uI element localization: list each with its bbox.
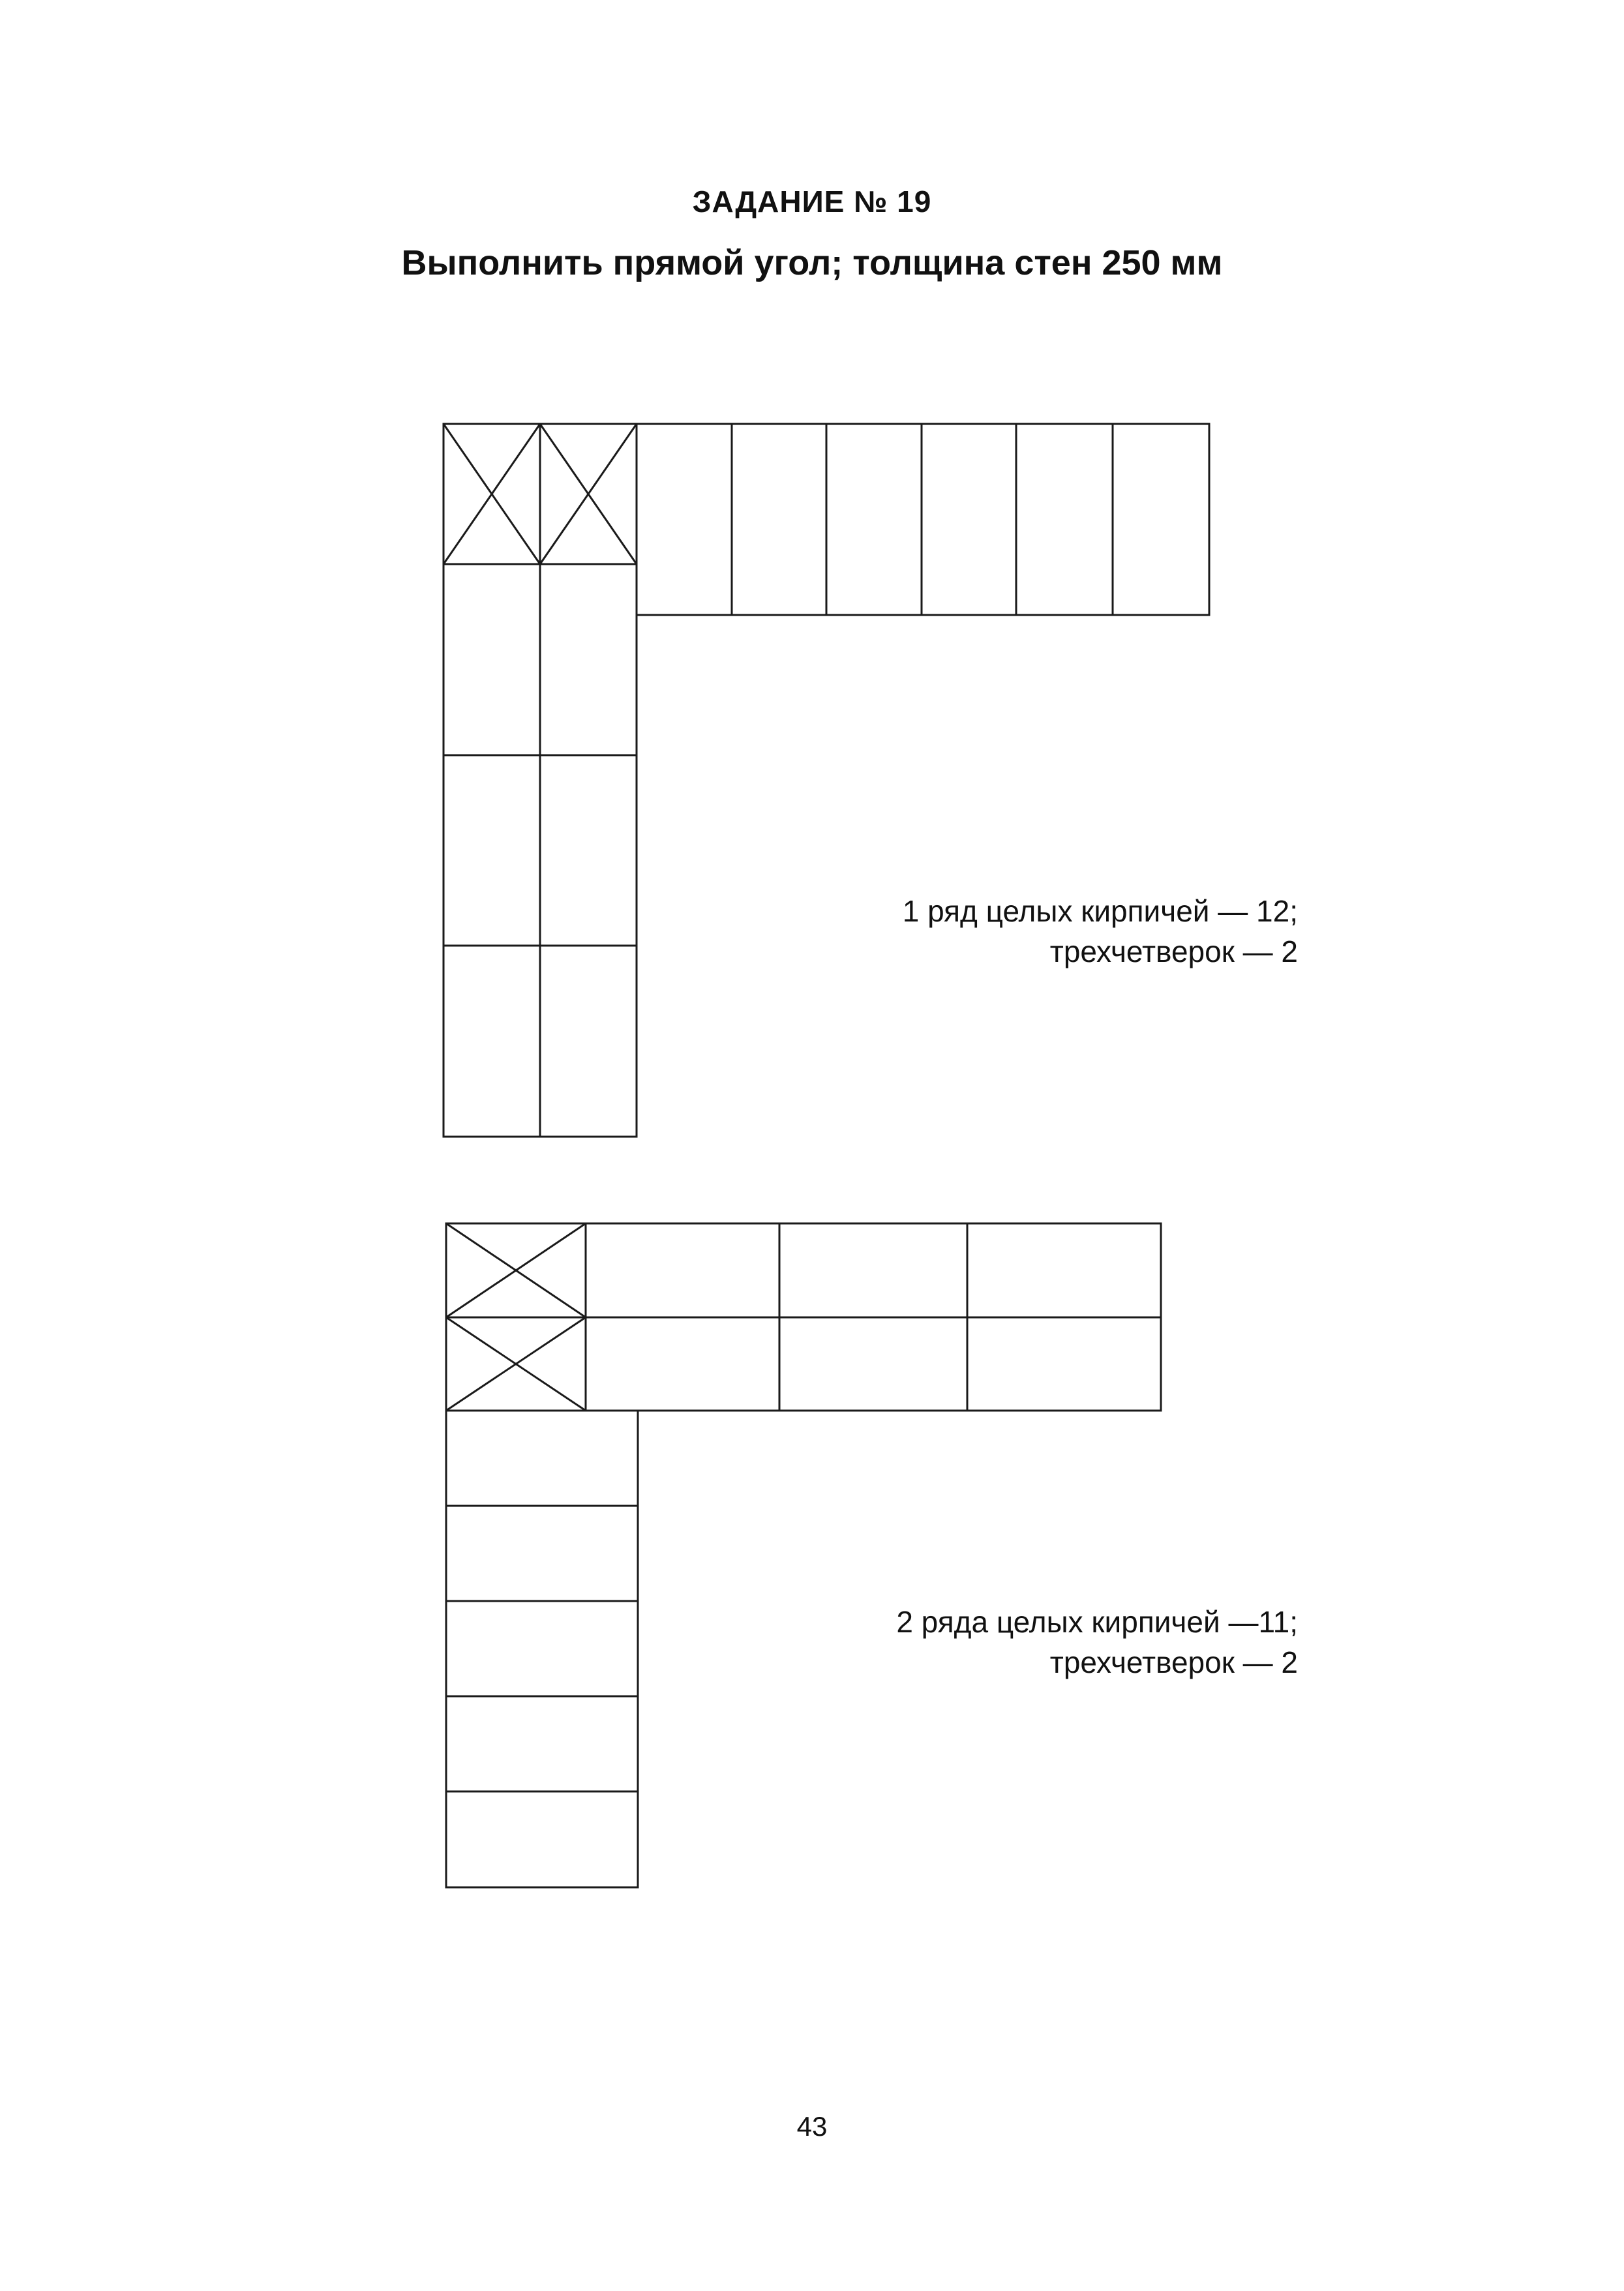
row2-brick	[779, 1317, 967, 1411]
row2-brick	[967, 1317, 1161, 1411]
row1-three-quarter-brick	[444, 424, 540, 564]
row2-brick	[446, 1601, 638, 1696]
row2-caption	[896, 1602, 1298, 1683]
row2-brick	[446, 1696, 638, 1791]
row2-brick	[586, 1223, 779, 1317]
row1-caption	[903, 891, 1298, 972]
row2-caption-three-quarters: трехчетверок — 2	[1049, 1645, 1298, 1679]
row1-brick	[1016, 424, 1113, 615]
task-title: Выполнить прямой угол; толщина стен 250 мм	[401, 243, 1223, 282]
row1-brick	[540, 564, 637, 755]
row1-brick	[540, 755, 637, 946]
page-number: 43	[796, 2111, 828, 2142]
row2-three-quarter-brick	[446, 1223, 586, 1317]
row1-caption-three-quarters: трехчетверок — 2	[1049, 935, 1298, 968]
row2-brick	[446, 1791, 638, 1887]
row2-diagram	[446, 1223, 1161, 1887]
row1-brick	[444, 755, 540, 946]
row1-caption-whole-bricks: 1 ряд целых кирпичей — 12;	[902, 894, 1298, 928]
row2-brick	[779, 1223, 967, 1317]
row1-diagram	[444, 424, 1209, 1137]
row2-brick	[586, 1317, 779, 1411]
row2-caption-whole-bricks: 2 ряда целых кирпичей —11;	[896, 1605, 1298, 1639]
row1-brick	[1113, 424, 1209, 615]
row1-brick	[732, 424, 826, 615]
row2-brick	[967, 1223, 1161, 1317]
row2-brick	[446, 1506, 638, 1601]
row1-brick	[637, 424, 732, 615]
row1-brick	[922, 424, 1016, 615]
row1-brick	[444, 946, 540, 1137]
row2-three-quarter-brick	[446, 1317, 586, 1411]
row1-brick	[444, 564, 540, 755]
task-number: ЗАДАНИЕ № 19	[692, 185, 932, 218]
row2-brick	[446, 1411, 638, 1506]
row1-three-quarter-brick	[540, 424, 637, 564]
row1-brick	[826, 424, 922, 615]
row1-brick	[540, 946, 637, 1137]
